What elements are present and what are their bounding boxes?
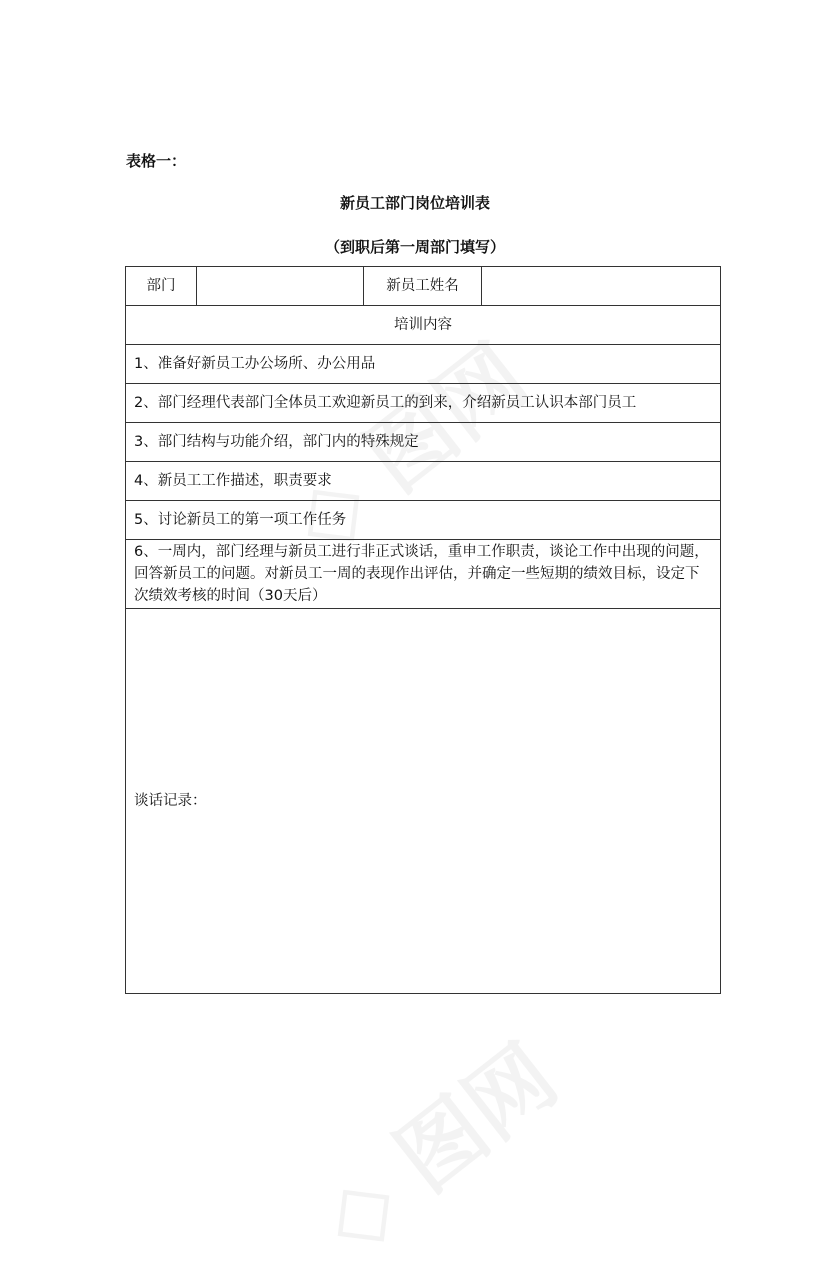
table-row — [126, 609, 721, 994]
department-label: 部门 — [126, 267, 197, 306]
table-row — [126, 501, 721, 540]
table-row — [126, 384, 721, 423]
watermark — [290, 1011, 578, 1273]
table-row — [126, 462, 721, 501]
training-item: 3、部门结构与功能介绍，部门内的特殊规定 — [126, 423, 721, 462]
notes-area[interactable] — [126, 609, 721, 994]
training-item: 4、新员工工作描述，职责要求 — [126, 462, 721, 501]
table-row — [126, 540, 721, 609]
training-item: 5、讨论新员工的第一项工作任务 — [126, 501, 721, 540]
table-row — [126, 267, 721, 306]
employee-name-field[interactable] — [482, 267, 721, 306]
training-table — [125, 266, 721, 994]
table-row — [126, 306, 721, 345]
page-title: 新员工部门岗位培训表 — [339, 194, 490, 212]
employee-name-label: 新员工姓名 — [364, 267, 482, 306]
training-item: 2、部门经理代表部门全体员工欢迎新员工的到来，介绍新员工认识本部门员工 — [126, 384, 721, 423]
page-subtitle: （到职后第一周部门填写） — [324, 238, 505, 256]
notes-label: 谈话记录： — [134, 793, 207, 809]
department-value — [205, 275, 355, 297]
employee-name-value — [490, 275, 712, 297]
table-row — [126, 423, 721, 462]
table-label: 表格一： — [126, 152, 187, 170]
department-field[interactable] — [197, 267, 364, 306]
training-item: 6、一周内，部门经理与新员工进行非正式谈话，重申工作职责，谈论工作中出现的问题，回答新员工的问题。对新员工一周的表现作出评估，并确定一些短期的绩效目标，设定下次绩效考核的时间（30天后） — [126, 540, 721, 609]
section-header: 培训内容 — [126, 306, 721, 345]
training-item: 1、准备好新员工办公场所、办公用品 — [126, 345, 721, 384]
table-row — [126, 345, 721, 384]
